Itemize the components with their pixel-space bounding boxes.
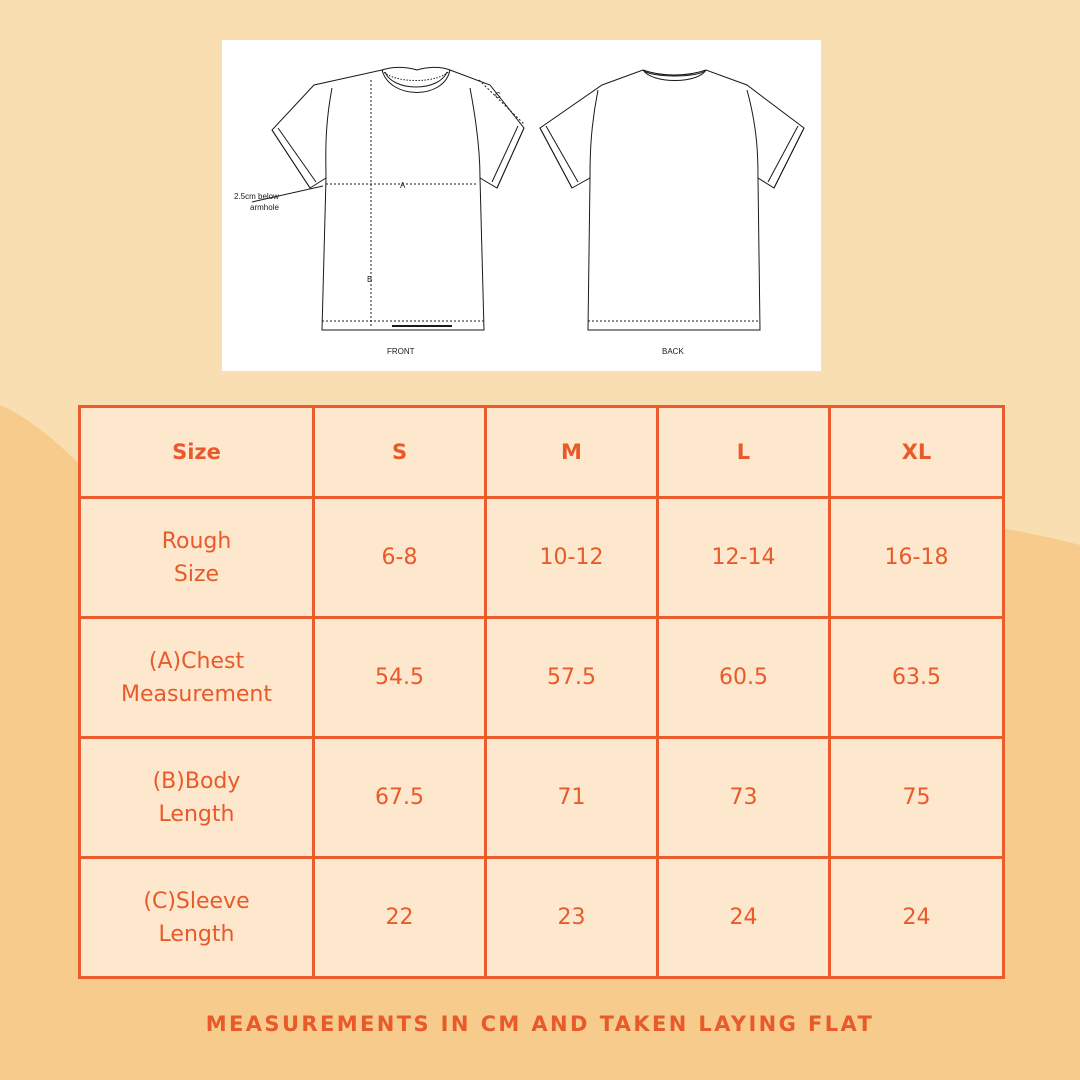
table-cell: 75 — [830, 738, 1004, 858]
label-a: A — [400, 181, 406, 190]
header-size-l: L — [658, 407, 830, 498]
front-label: FRONT — [387, 347, 415, 356]
table-cell: 71 — [486, 738, 658, 858]
row-label-chest — [80, 618, 314, 738]
table-cell: 6-8 — [314, 498, 486, 618]
table-cell: 22 — [314, 858, 486, 978]
table-cell: 73 — [658, 738, 830, 858]
row-label-body-length — [80, 738, 314, 858]
tshirt-diagram — [222, 40, 821, 371]
table-cell: 54.5 — [314, 618, 486, 738]
header-size-xl: XL — [830, 407, 1004, 498]
back-shirt-outline — [540, 70, 804, 330]
row-label-rough-size — [80, 498, 314, 618]
table-cell: 23 — [486, 858, 658, 978]
row-label-line1: (C)Sleeve — [143, 888, 250, 914]
row-label-line2: Size — [173, 561, 220, 587]
table-row — [80, 858, 1004, 978]
front-shirt-outline — [272, 67, 524, 330]
row-label-line2: Length — [158, 801, 235, 827]
table-header-row — [80, 407, 1004, 498]
table-cell: 10-12 — [486, 498, 658, 618]
label-b: B — [367, 275, 373, 284]
row-label-sleeve-length — [80, 858, 314, 978]
table-row — [80, 498, 1004, 618]
row-label-line1: Rough — [161, 528, 232, 554]
table-row — [80, 738, 1004, 858]
row-label-line2: Measurement — [120, 681, 273, 707]
table-cell: 57.5 — [486, 618, 658, 738]
table-cell: 16-18 — [830, 498, 1004, 618]
label-c: C — [495, 91, 501, 100]
table-cell: 24 — [830, 858, 1004, 978]
size-chart-table — [78, 405, 1005, 979]
table-cell: 63.5 — [830, 618, 1004, 738]
row-label-line2: Length — [158, 921, 235, 947]
header-size-m: M — [486, 407, 658, 498]
table-cell: 67.5 — [314, 738, 486, 858]
header-size-label: Size — [80, 407, 314, 498]
row-label-line1: (A)Chest — [148, 648, 245, 674]
table-row — [80, 618, 1004, 738]
header-size-s: S — [314, 407, 486, 498]
table-cell: 60.5 — [658, 618, 830, 738]
footer-note: MEASUREMENTS IN CM AND TAKEN LAYING FLAT — [205, 1012, 875, 1036]
armhole-note-line2: armhole — [250, 203, 279, 212]
armhole-note-line1: 2.5cm below — [234, 192, 279, 201]
back-label: BACK — [662, 347, 684, 356]
table-cell: 24 — [658, 858, 830, 978]
table-cell: 12-14 — [658, 498, 830, 618]
row-label-line1: (B)Body — [152, 768, 241, 794]
